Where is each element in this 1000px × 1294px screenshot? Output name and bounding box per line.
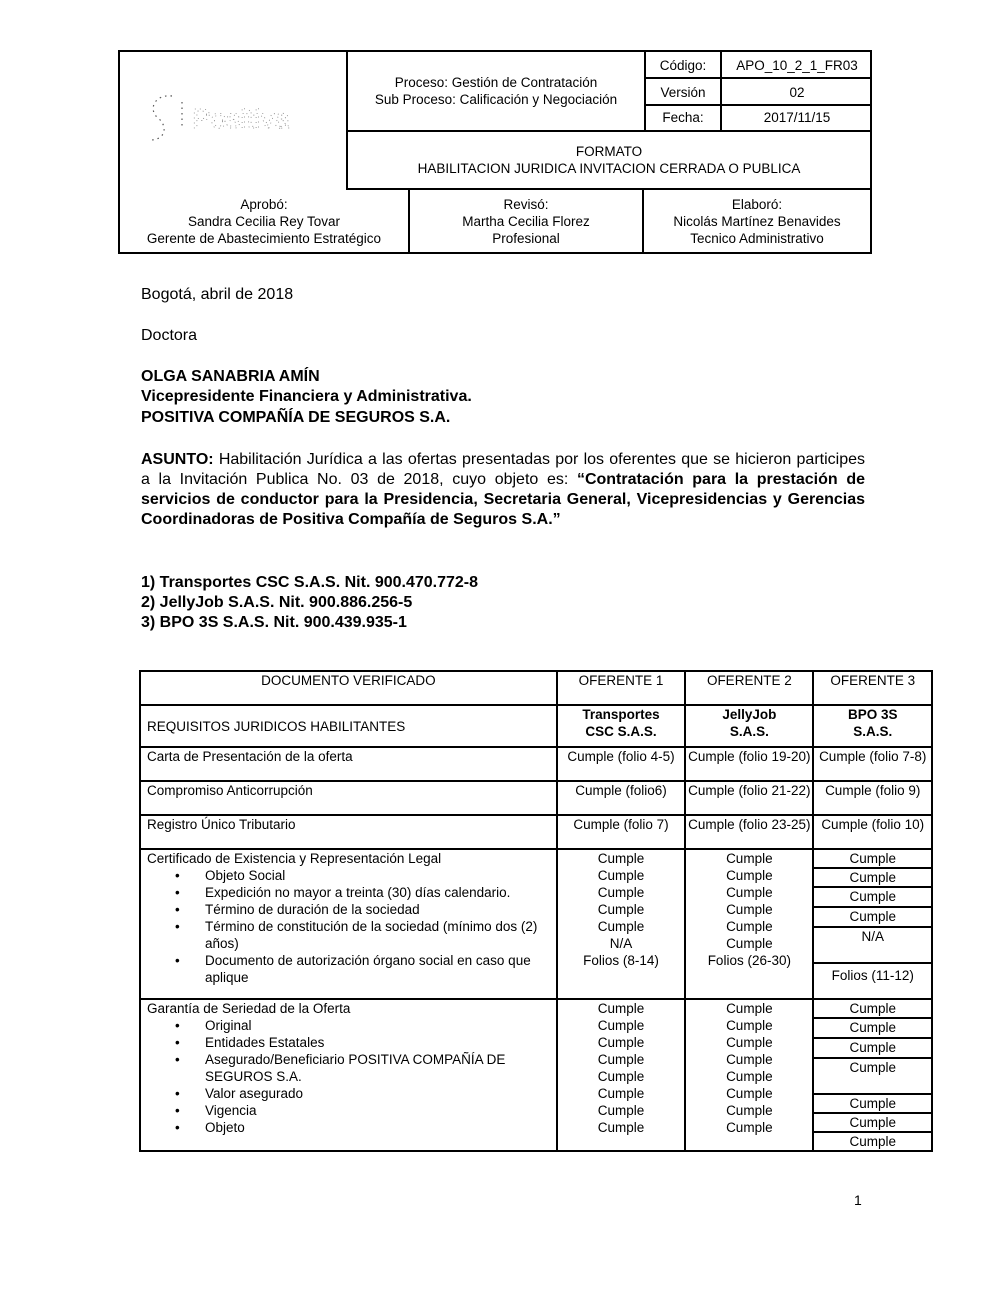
result-line: Cumple [726, 851, 773, 866]
oferente-name-3 [813, 705, 932, 747]
subject-object: “Contratación para la prestación de servicios de conductor para la Presidencia, Secretaria General, Vicepresidencias y Gerencias Coordinadoras de Positiva Compañía de Seguros S.A.” [141, 471, 865, 528]
meta-row-version [646, 79, 872, 105]
header-oferente-3: OFERENTE 3 [813, 671, 932, 705]
subprocess-label: Sub Proceso: Calificación y Negociación [374, 92, 618, 107]
result-line: Cumple [597, 902, 645, 917]
result-line: Cumple [726, 936, 773, 951]
result-line: Cumple [597, 1103, 645, 1118]
header-oferente-2: OFERENTE 2 [685, 671, 813, 705]
result-line: Cumple [726, 868, 773, 883]
result-cell: Cumple (folio 19-20) [685, 747, 813, 781]
recipient-company: POSITIVA COMPAÑÍA DE SEGUROS S.A. [141, 409, 451, 426]
result-line: Cumple [597, 1001, 645, 1016]
result-cell: Cumple (folio 7) [557, 815, 685, 849]
bidder-item: 2) JellyJob S.A.S. Nit. 900.886.256-5 [141, 594, 413, 611]
subject-paragraph [141, 450, 865, 530]
result-line: Cumple [726, 885, 773, 900]
logo-cell [120, 52, 348, 190]
section-label: REQUISITOS JURIDICOS HABILITANTES [140, 705, 557, 747]
doc-cell [140, 999, 557, 1151]
result-line: Cumple [597, 1120, 645, 1135]
result-line: Cumple [814, 888, 931, 908]
result-line: Cumple [597, 1035, 645, 1050]
result-cell [557, 999, 685, 1151]
result-line: Folios (11-12) [831, 968, 914, 983]
salutation: Doctora [141, 327, 198, 344]
oferente-name-line: S.A.S. [729, 724, 769, 739]
place-date: Bogotá, abril de 2018 [141, 286, 294, 303]
result-line: Cumple [726, 902, 773, 917]
result-cell [685, 849, 813, 999]
requirement-item: • Término de duración de la sociedad [205, 901, 556, 918]
signature-name: Nicolás Martínez Benavides [673, 213, 841, 229]
company-logo-icon [142, 88, 332, 148]
signature-prepared [644, 190, 870, 252]
table-section-row [140, 705, 932, 747]
signature-name: Sandra Cecilia Rey Tovar [187, 213, 341, 229]
result-line: Cumple [726, 1069, 773, 1084]
result-line: Folios (26-30) [707, 953, 791, 968]
result-line: Cumple [726, 1052, 773, 1067]
doc-cell: Registro Único Tributario [140, 815, 557, 849]
meta-label: Versión [646, 79, 722, 105]
result-line: Cumple [726, 1120, 773, 1135]
result-line: Cumple [597, 868, 645, 883]
meta-row-date [646, 105, 872, 130]
requirement-item: • Expedición no mayor a treinta (30) días calendario. [205, 884, 556, 901]
subject-label: ASUNTO: [141, 451, 214, 468]
page-number: 1 [854, 1192, 862, 1208]
oferente-name-line: S.A.S. [853, 724, 893, 739]
result-cell: Cumple (folio 7-8) [813, 747, 932, 781]
table-header-row [140, 671, 932, 705]
result-line: Cumple [726, 1086, 773, 1101]
table-row [140, 747, 932, 781]
result-line: Folios (8-14) [583, 953, 659, 968]
bidder-item: 3) BPO 3S S.A.S. Nit. 900.439.935-1 [141, 614, 407, 631]
result-line: Cumple [597, 851, 645, 866]
result-line: Cumple [597, 1086, 645, 1101]
requirement-list [147, 1017, 556, 1136]
result-cell: Cumple (folio 10) [813, 815, 932, 849]
result-line: N/A [609, 936, 633, 951]
requirement-item: • Vigencia [205, 1102, 556, 1119]
recipient-title: Vicepresidente Financiera y Administrativa. [141, 388, 472, 405]
table-row-certificado [140, 849, 932, 999]
signature-reviewed [410, 190, 644, 252]
result-line: N/A [814, 928, 931, 964]
requirement-item: • Original [205, 1017, 556, 1034]
format-label: FORMATO [575, 144, 643, 159]
verification-table [139, 670, 933, 1152]
oferente-name-line: Transportes [582, 707, 660, 722]
result-line: Cumple [726, 1001, 773, 1016]
table-row [140, 815, 932, 849]
result-line: Cumple [814, 1114, 931, 1133]
signature-title: Tecnico Administrativo [690, 230, 824, 246]
doc-title: Certificado de Existencia y Representación Legal [147, 851, 442, 866]
result-line: Cumple [849, 1134, 896, 1149]
result-cell [813, 999, 932, 1151]
process-cell [348, 52, 644, 132]
result-line: Cumple [726, 919, 773, 934]
requirement-item: • Entidades Estatales [205, 1034, 556, 1051]
doc-title: Garantía de Seriedad de la Oferta [147, 1001, 351, 1016]
result-line: Cumple [814, 1039, 931, 1059]
table-row [140, 781, 932, 815]
result-line: Cumple [597, 1052, 645, 1067]
result-cell: Cumple (folio6) [557, 781, 685, 815]
process-label: Proceso: Gestión de Contratación [394, 75, 598, 90]
result-cell [685, 999, 813, 1151]
meta-value: 2017/11/15 [763, 110, 831, 125]
requirement-item: • Valor asegurado [205, 1085, 556, 1102]
oferente-name-line: JellyJob [722, 707, 777, 722]
format-title-cell [348, 132, 870, 190]
requirement-item: • Documento de autorización órgano social en caso que aplique [205, 952, 556, 986]
result-line: Cumple [597, 1018, 645, 1033]
result-line: Cumple [814, 908, 931, 928]
signature-role: Revisó: [503, 196, 549, 212]
oferente-name-2 [685, 705, 813, 747]
result-cell: Cumple (folio 21-22) [685, 781, 813, 815]
result-cell: Cumple (folio 4-5) [557, 747, 685, 781]
result-line: Cumple [597, 1069, 645, 1084]
document-header [118, 50, 872, 254]
result-line: Cumple [726, 1035, 773, 1050]
result-cell [813, 849, 932, 999]
result-cell: Cumple (folio 9) [813, 781, 932, 815]
bidder-item: 1) Transportes CSC S.A.S. Nit. 900.470.772-8 [141, 574, 479, 591]
requirement-item: • Objeto [205, 1119, 556, 1136]
svg-text:Positiva: Positiva [192, 103, 291, 134]
doc-cell: Carta de Presentación de la oferta [140, 747, 557, 781]
header-oferente-1: OFERENTE 1 [557, 671, 685, 705]
meta-value: APO_10_2_1_FR03 [736, 57, 858, 73]
result-line: Cumple [814, 869, 931, 888]
header-documento: DOCUMENTO VERIFICADO [140, 671, 557, 705]
signature-title: Gerente de Abastecimiento Estratégico [146, 230, 382, 246]
recipient-name: OLGA SANABRIA AMÍN [141, 368, 320, 385]
result-cell: Cumple (folio 23-25) [685, 815, 813, 849]
requirement-item: • Término de constitución de la sociedad (mínimo dos (2) años) [205, 918, 556, 952]
signature-approved [120, 190, 410, 252]
doc-cell: Compromiso Anticorrupción [140, 781, 557, 815]
meta-row-code [646, 52, 872, 78]
table-row-garantia [140, 999, 932, 1151]
subject-text: Habilitación Jurídica a las ofertas presentadas por los oferentes que se hicieron participes a la Invitación Publica No. 03 de 2018, cuyo objeto es: [141, 451, 865, 488]
result-line: Cumple [814, 1095, 931, 1114]
oferente-name-line: CSC S.A.S. [585, 724, 657, 739]
signature-role: Elaboró: [731, 196, 783, 212]
meta-value: 02 [789, 84, 805, 100]
format-title: HABILITACION JURIDICA INVITACION CERRADA O PUBLICA [417, 161, 801, 176]
signature-title: Profesional [492, 230, 560, 246]
doc-cell [140, 849, 557, 999]
requirement-item: • Objeto Social [205, 867, 556, 884]
oferente-name-line: BPO 3S [847, 707, 898, 722]
document-meta [644, 52, 870, 132]
result-line: Cumple [814, 1019, 931, 1039]
oferente-name-1 [557, 705, 685, 747]
result-cell [557, 849, 685, 999]
signature-role: Aprobó: [240, 196, 288, 212]
result-line: Cumple [597, 919, 645, 934]
result-line: Cumple [814, 1000, 931, 1019]
result-line: Cumple [726, 1018, 773, 1033]
result-line: Cumple [814, 850, 931, 869]
signature-name: Martha Cecilia Florez [462, 213, 590, 229]
meta-label: Fecha: [646, 105, 722, 130]
result-line: Cumple [814, 1059, 931, 1095]
result-line: Cumple [597, 885, 645, 900]
meta-label: Código: [646, 52, 722, 78]
result-line: Cumple [726, 1103, 773, 1118]
requirement-list [147, 867, 556, 986]
bidder-list [141, 573, 478, 633]
requirement-item: • Asegurado/Beneficiario POSITIVA COMPAÑÍA DE SEGUROS S.A. [205, 1051, 556, 1085]
